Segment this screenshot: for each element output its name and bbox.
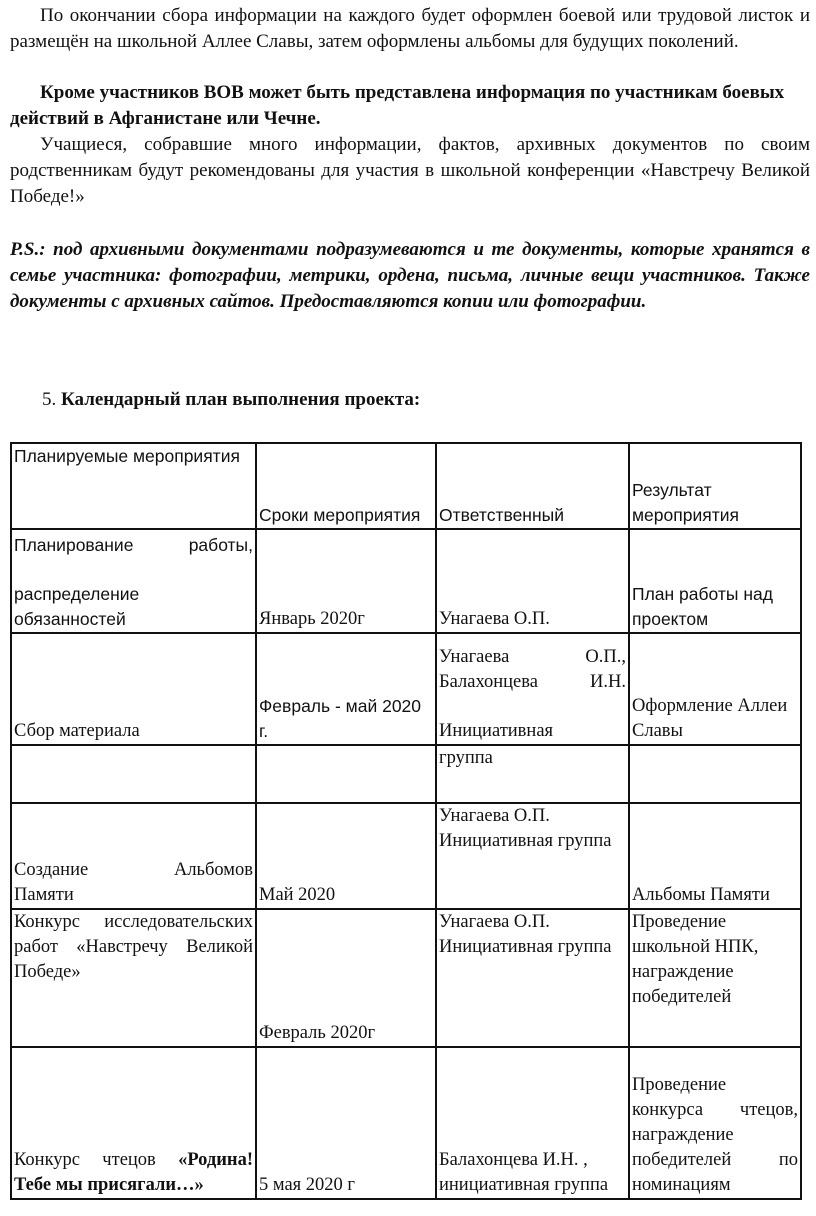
cell-responsible-group: Инициативная [439,721,554,741]
cell-responsible: Балахонцева И.Н. , инициативная группа [436,1047,629,1199]
header-dates: Сроки мероприятия [256,443,436,529]
cell-date: Май 2020 [256,803,436,909]
cell-responsible: Унагаева О.П. Инициативная группа [436,803,629,909]
cell-result: Оформление Аллеи Славы [629,633,801,745]
cell-responsible-names: Унагаева О.П., Балахонцева И.Н. [439,647,626,692]
cell-responsible [436,633,629,745]
paragraph-conference: Учащиеся, собравшие много информации, фактов, архивных документов по своим родственникам будут рекомендованы для участия в школьной конференции «Навстречу Великой Победе!» [10,134,810,207]
cell-event-line2: распределение обязанностей [14,584,140,629]
cell-event [11,803,256,909]
project-plan-table [10,442,802,1200]
cell-result: Проведение конкурса чтецов, награждение победителей по номинациям [629,1047,801,1199]
cell-event-text: Конкурс чтецов [14,1150,179,1170]
table-row [11,633,801,745]
cell-result: План работы над проектом [629,529,801,633]
table-row [11,529,801,633]
header-result: Результат мероприятия [629,443,801,529]
cell-date: Февраль 2020г [256,909,436,1047]
cell-event-line2: Памяти [14,885,74,905]
cell-event [11,1047,256,1199]
paragraph-collection-result: По окончании сбора информации на каждого будет оформлен боевой или трудовой листок и размещён на школьной Аллее Славы, затем оформлены альбомы для будущих поколений. [10,5,810,52]
header-responsible: Ответственный [436,443,629,529]
cell-event-line1: Создание Альбомов [14,860,253,880]
cell-responsible: Унагаева О.П. Инициативная группа [436,909,629,1047]
cell-responsible: группа [436,745,629,803]
table-row [11,803,801,909]
paragraph-other-participants: Кроме участников ВОВ может быть представлена информация по участникам боевых действий в Афганистане или Чечне. [10,82,785,129]
cell-event-line1: Планирование работы, [14,535,253,555]
table-row [11,745,801,803]
cell-result [629,745,801,803]
table-row [11,1047,801,1199]
cell-event-title: «Родина! Тебе мы присягали…» [14,1150,253,1195]
cell-date: Январь 2020г [256,529,436,633]
cell-event: Конкурс исследовательских работ «Навстречу Великой Победе» [11,909,256,1047]
table-row [11,909,801,1047]
cell-date: 5 мая 2020 г [256,1047,436,1199]
cell-result: Альбомы Памяти [629,803,801,909]
table-header-row [11,443,801,529]
cell-responsible: Унагаева О.П. [436,529,629,633]
section-heading [42,389,420,411]
header-planned-events: Планируемые мероприятия [11,443,256,529]
cell-result: Проведение школьной НПК, награждение победителей [629,909,801,1047]
cell-event: Сбор материала [11,633,256,745]
cell-date [256,745,436,803]
cell-event [11,745,256,803]
paragraph-ps-note: P.S.: под архивными документами подразумеваются и те документы, которые хранятся в семье участника: фотографии, метрики, ордена, письма, личные вещи участников. Также документы с архивных сайтов. Предоставляются копии или фотографии. [10,239,810,312]
cell-event [11,529,256,633]
section-number: 5. [42,389,57,410]
section-title: Календарный план выполнения проекта: [61,389,421,410]
cell-date: Февраль - май 2020 г. [256,633,436,745]
